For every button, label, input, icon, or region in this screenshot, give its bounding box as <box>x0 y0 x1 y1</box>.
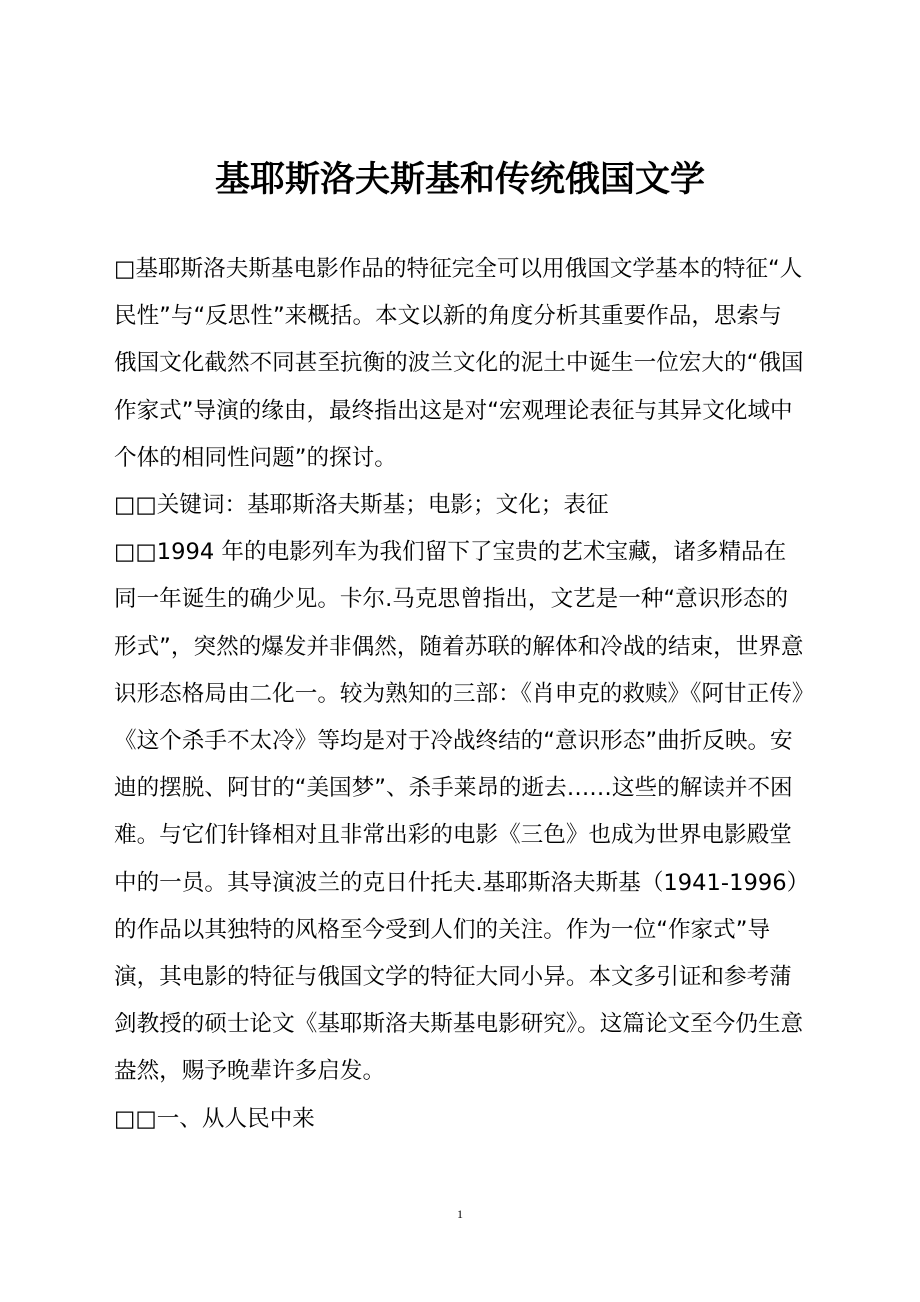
keywords-paragraph: □□关键词：基耶斯洛夫斯基；电影；文化；表征 <box>114 492 609 519</box>
intro-paragraph: □□1994 年的电影列车为我们留下了宝贵的艺术宝藏，诸多精品在同一年诞生的确少见。卡尔.马克思曾指出，文艺是一种“意识形态的形式”，突然的爆发并非偶然，随着苏联的解体和冷战的结束，世界意识形态格局由二化一。较为熟知的三部：《肖申克的救赎》《阿甘正传》《这个杀手不太冷》等均是对于冷战终结的“意识形态”曲折反映。安迪的摆脱、阿甘的“美国梦”、杀手莱昂的逝去……这些的解读并不困难。与它们针锋相对且非常出彩的电影《三色》也成为世界电影殿堂中的一员。其导演波兰的克日什托夫.基耶斯洛夫斯基（1941-1996）的作品以其独特的风格至今受到人们的关注。作为一位“作家式”导演，其电影的特征与俄国文学的特征大同小异。本文多引证和参考蒲剑教授的硕士论文《基耶斯洛夫斯基电影研究》。这篇论文至今仍生意盎然，赐予晚辈许多启发。 <box>114 539 804 1085</box>
page-number: 1 <box>457 1207 463 1221</box>
document-body <box>114 246 804 1143</box>
document-title: 基耶斯洛夫斯基和传统俄国文学 <box>214 159 705 200</box>
section-heading: □□一、从人民中来 <box>114 1105 315 1132</box>
abstract-paragraph: □基耶斯洛夫斯基电影作品的特征完全可以用俄国文学基本的特征“人民性”与“反思性”来概括。本文以新的角度分析其重要作品，思索与俄国文化截然不同甚至抗衡的波兰文化的泥土中诞生一位宏大的“俄国作家式”导演的缘由，最终指出这是对“宏观理论表征与其异文化域中个体的相同性问题”的探讨。 <box>114 256 804 471</box>
